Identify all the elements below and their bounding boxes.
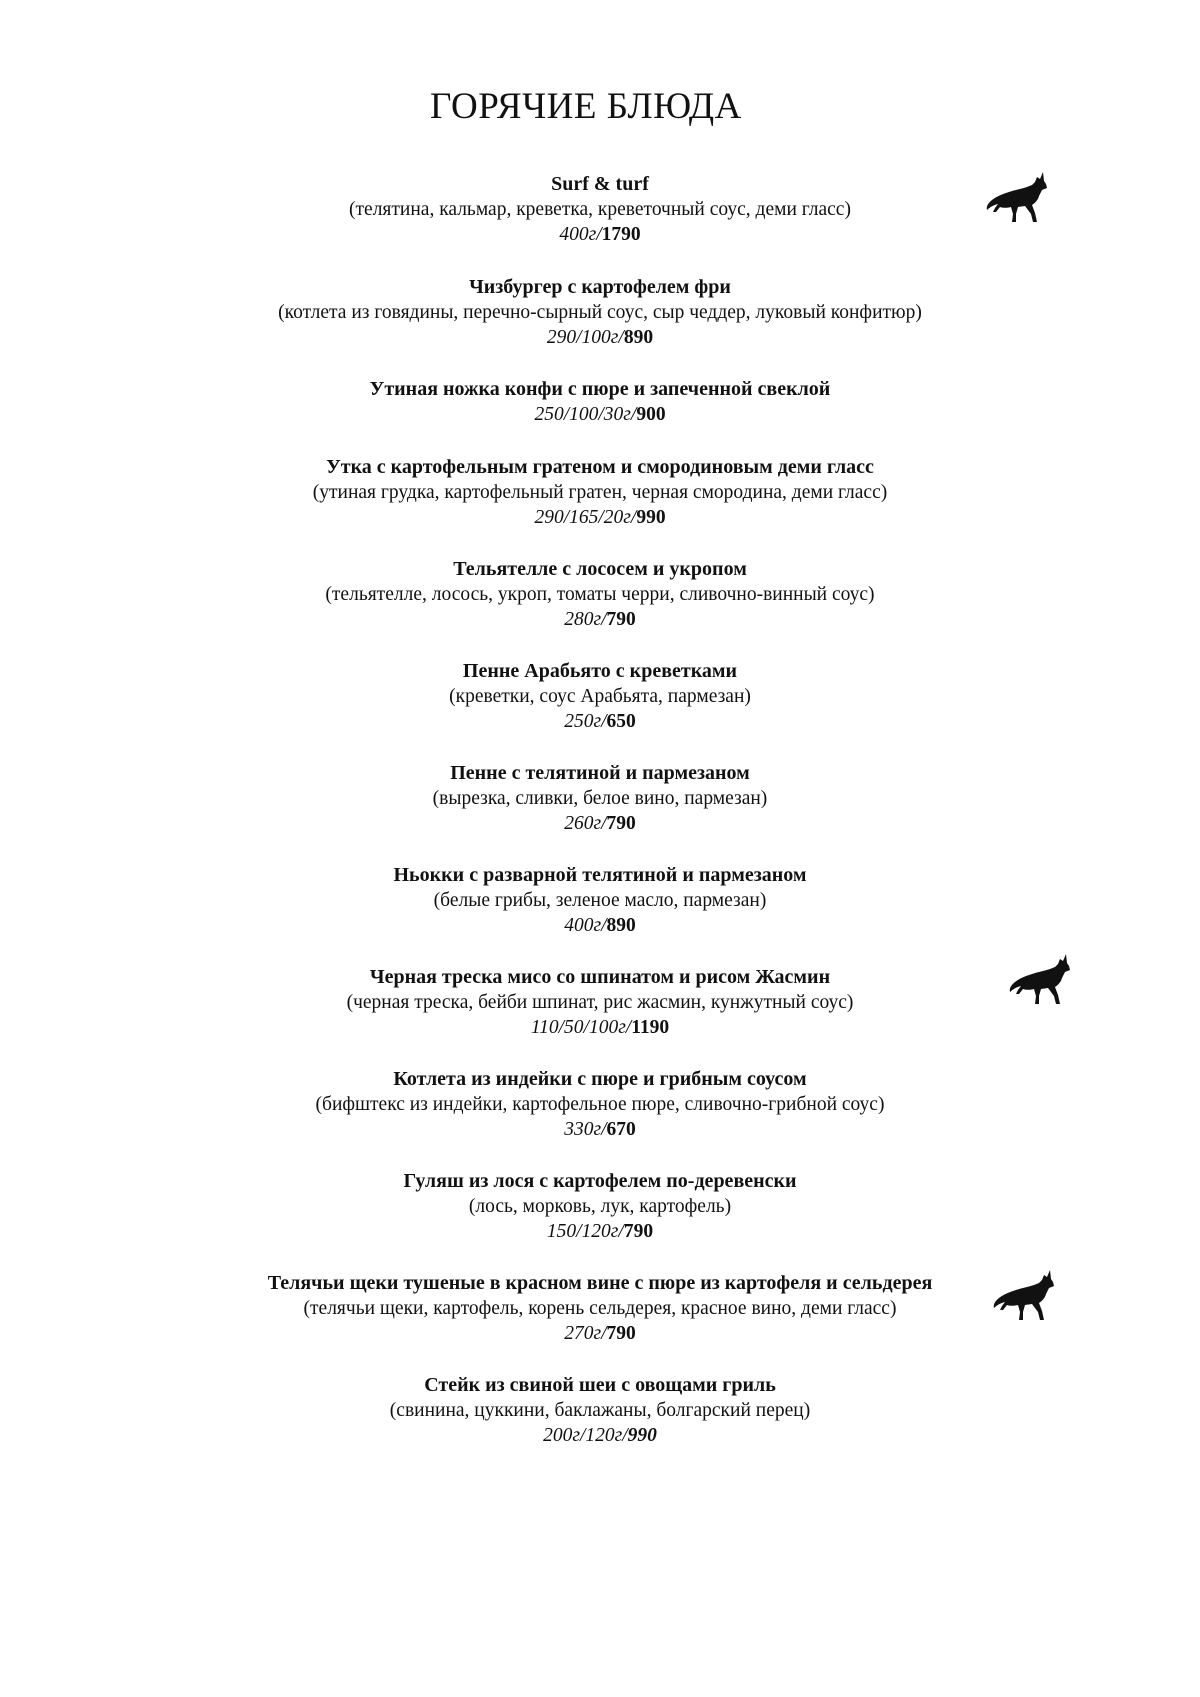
dish-weight: 290/165/20г/ <box>534 507 637 528</box>
dish-penne-arrabbiata <box>200 659 1000 734</box>
dish-price: 790 <box>606 609 636 630</box>
dish-ingredients: (креветки, соус Арабьята, пармезан) <box>449 686 751 707</box>
dish-turkey-cutlet <box>200 1067 1000 1142</box>
fox-icon <box>1008 952 1072 1006</box>
dish-price: 990 <box>636 507 666 528</box>
dish-portion <box>200 1219 1000 1244</box>
dish-name: Пенне Арабьято с креветками <box>462 660 738 682</box>
dish-price: 670 <box>606 1119 636 1140</box>
dish-portion <box>200 505 1000 530</box>
dish-name: Тельятелле с лососем и укропом <box>453 558 747 580</box>
dish-portion <box>200 325 1000 350</box>
dish-penne-veal <box>200 761 1000 836</box>
dish-veal-cheeks <box>200 1271 1000 1346</box>
dish-ingredients: (тельятелле, лосось, укроп, томаты черри, сливочно-винный соус) <box>325 584 875 605</box>
dish-portion <box>200 1321 1000 1346</box>
dish-price: 790 <box>606 813 636 834</box>
dish-price: 790 <box>606 1323 636 1344</box>
dish-weight: 400г/ <box>564 915 607 936</box>
dish-name: Ньокки с разварной телятиной и пармезаном <box>393 864 807 886</box>
dish-name: Утка с картофельным гратеном и смородиновым деми гласс <box>326 456 874 478</box>
dish-name: Стейк из свиной шеи с овощами гриль <box>424 1374 776 1396</box>
dish-price: 900 <box>636 404 666 425</box>
dish-weight: 280г/ <box>564 609 607 630</box>
dish-tagliatelle-salmon <box>200 557 1000 632</box>
dish-weight: 250/100/30г/ <box>534 404 637 425</box>
dish-ingredients: (бифштекс из индейки, картофельное пюре, сливочно-грибной соус) <box>315 1094 885 1115</box>
dish-weight: 260г/ <box>564 813 607 834</box>
dish-name: Телячьи щеки тушеные в красном вине с пюре из картофеля и сельдерея <box>267 1272 933 1294</box>
dish-name: Черная треска мисо со шпинатом и рисом Жасмин <box>369 966 831 988</box>
dish-surf-and-turf <box>200 172 1000 247</box>
dish-portion <box>200 1423 1000 1448</box>
dish-portion <box>200 607 1000 632</box>
dish-price: 1190 <box>631 1017 670 1038</box>
dish-duck-gratin <box>200 455 1000 530</box>
dish-ingredients: (телячьи щеки, картофель, корень сельдерея, красное вино, деми гласс) <box>303 1298 897 1319</box>
dish-cheeseburger <box>200 275 1000 350</box>
dish-name: Пенне с телятиной и пармезаном <box>450 762 750 784</box>
dish-name: Surf & turf <box>551 173 649 195</box>
dish-black-cod-miso <box>200 965 1000 1040</box>
dish-ingredients: (утиная грудка, картофельный гратен, черная смородина, деми гласс) <box>312 482 888 503</box>
dish-price: 890 <box>606 915 636 936</box>
dish-weight: 270г/ <box>564 1323 607 1344</box>
dish-price: 650 <box>606 711 636 732</box>
dish-ingredients: (телятина, кальмар, креветка, креветочный соус, деми гласс) <box>349 199 851 220</box>
dish-ingredients: (свинина, цуккини, баклажаны, болгарский перец) <box>389 1400 811 1421</box>
dish-price: 890 <box>623 327 654 348</box>
dish-ingredients: (вырезка, сливки, белое вино, пармезан) <box>432 788 768 809</box>
dish-ingredients: (лось, морковь, лук, картофель) <box>468 1196 732 1217</box>
dish-elk-goulash <box>200 1169 1000 1244</box>
dish-price: 1790 <box>601 224 641 245</box>
dish-price: 990 <box>627 1425 657 1446</box>
dish-portion <box>200 1015 1000 1040</box>
dish-portion <box>200 709 1000 734</box>
dish-portion <box>200 913 1000 938</box>
dish-duck-leg-confit <box>200 377 1000 427</box>
dish-weight: 200г/120г/ <box>543 1425 628 1446</box>
dish-gnocchi-veal <box>200 863 1000 938</box>
dish-ingredients: (черная треска, бейби шпинат, рис жасмин, кунжутный соус) <box>346 992 854 1013</box>
dish-name: Чизбургер с картофелем фри <box>469 276 731 298</box>
dish-weight: 330г/ <box>564 1119 607 1140</box>
dish-weight: 150/120г/ <box>546 1221 624 1242</box>
dish-weight: 290/100г/ <box>546 327 624 348</box>
dish-weight: 250г/ <box>564 711 607 732</box>
dish-portion <box>200 1117 1000 1142</box>
dish-weight: 110/50/100г/ <box>530 1017 632 1038</box>
dish-portion <box>200 811 1000 836</box>
dish-name: Котлета из индейки с пюре и грибным соусом <box>393 1068 807 1090</box>
page-title: ГОРЯЧИЕ БЛЮДА <box>430 86 742 127</box>
fox-icon <box>985 170 1049 224</box>
dish-portion <box>200 402 1000 427</box>
dish-name: Гуляш из лося с картофелем по-деревенски <box>403 1170 797 1192</box>
dish-portion <box>200 222 1000 247</box>
dish-ingredients: (котлета из говядины, перечно-сырный соус, сыр чеддер, луковый конфитюр) <box>278 302 922 323</box>
fox-icon <box>992 1268 1056 1322</box>
dish-name: Утиная ножка конфи с пюре и запеченной свеклой <box>369 378 831 400</box>
dish-weight: 400г/ <box>559 224 602 245</box>
dish-pork-neck-steak <box>200 1373 1000 1448</box>
dish-price: 790 <box>623 1221 654 1242</box>
dish-ingredients: (белые грибы, зеленое масло, пармезан) <box>433 890 767 911</box>
